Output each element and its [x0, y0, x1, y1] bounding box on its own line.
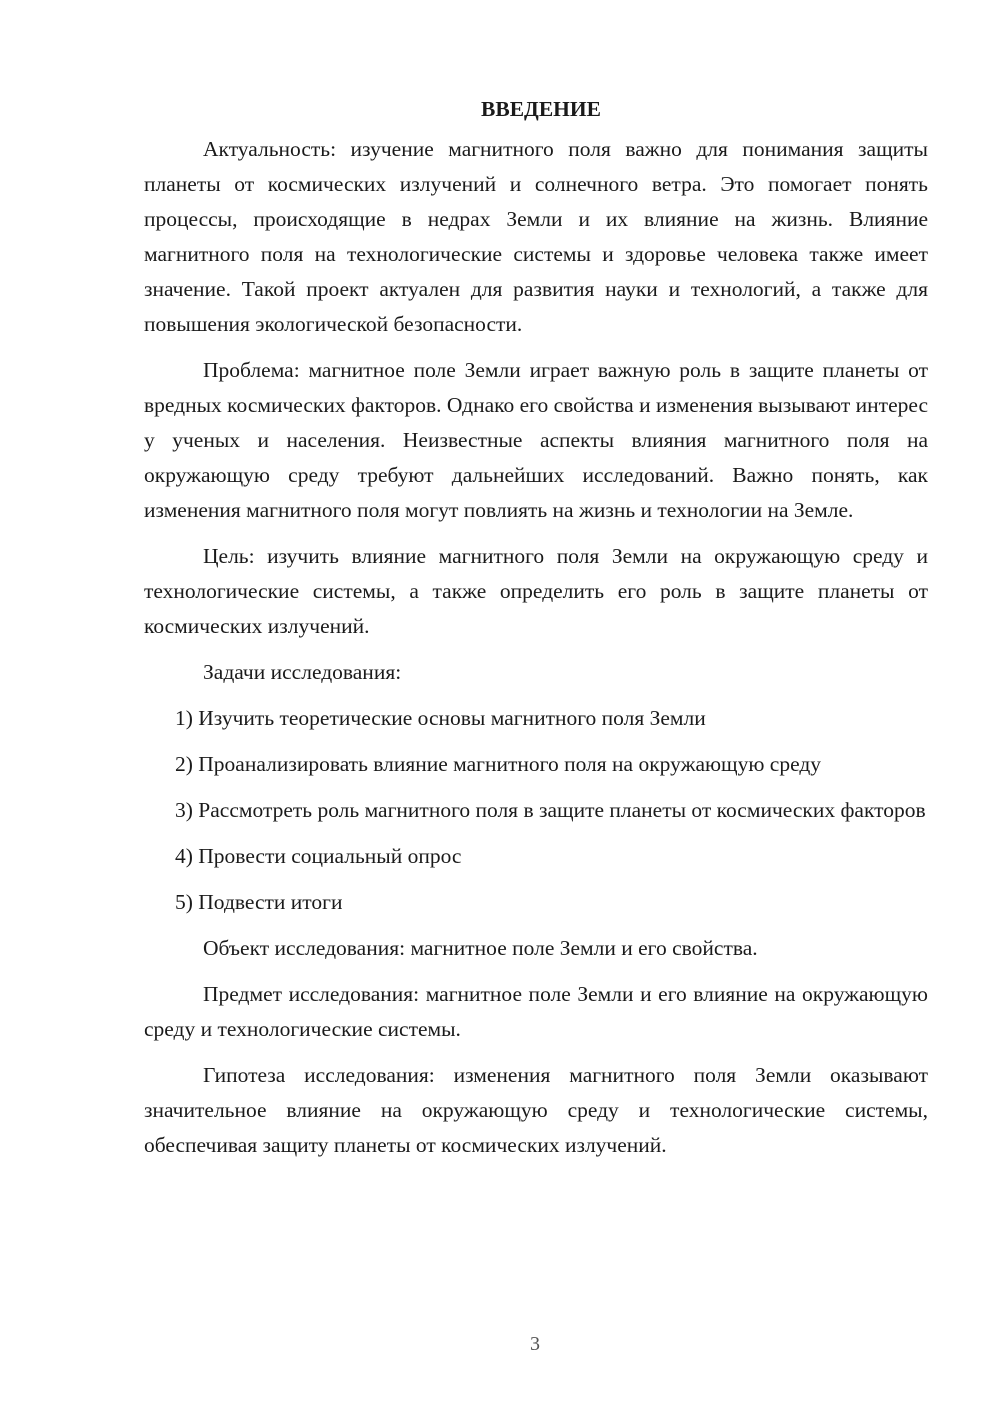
page-number: 3 [530, 1333, 540, 1355]
problem-paragraph: Проблема: магнитное поле Земли играет важную роль в защите планеты от вредных космических факторов. Однако его свойства и изменения вызывают интерес у ученых и населения. Неизвестные аспекты влияния магнитного поля на окружающую среду требуют дальнейших исследований. Важно понять, как изменения магнитного поля могут повлиять на жизнь и технологии на Земле. [144, 358, 928, 522]
document-page [144, 92, 928, 1163]
subject-paragraph: Предмет исследования: магнитное поле Земли и его влияние на окружающую среду и технологические системы. [144, 982, 928, 1041]
task-item-1: 1) Изучить теоретические основы магнитного поля Земли [175, 706, 706, 730]
task-item-5: 5) Подвести итоги [175, 890, 343, 914]
section-title: ВВЕДЕНИЕ [481, 97, 601, 121]
goal-paragraph: Цель: изучить влияние магнитного поля Земли на окружающую среду и технологические системы, а также определить его роль в защите планеты от космических излучений. [144, 544, 928, 638]
relevance-paragraph: Актуальность: изучение магнитного поля важно для понимания защиты планеты от космических излучений и солнечного ветра. Это помогает понять процессы, происходящие в недрах Земли и их влияние на жизнь. Влияние магнитного поля на технологические системы и здоровье человека также имеет значение. Такой проект актуален для развития науки и технологий, а также для повышения экологической безопасности. [144, 137, 928, 336]
task-item-3: 3) Рассмотреть роль магнитного поля в защите планеты от космических факторов [175, 798, 926, 822]
tasks-heading: Задачи исследования: [203, 660, 402, 684]
task-item-2: 2) Проанализировать влияние магнитного поля на окружающую среду [175, 752, 822, 776]
hypothesis-paragraph: Гипотеза исследования: изменения магнитного поля Земли оказывают значительное влияние на окружающую среду и технологические системы, обеспечивая защиту планеты от космических излучений. [144, 1063, 928, 1157]
object-paragraph: Объект исследования: магнитное поле Земли и его свойства. [203, 936, 758, 960]
task-item-4: 4) Провести социальный опрос [175, 844, 462, 868]
